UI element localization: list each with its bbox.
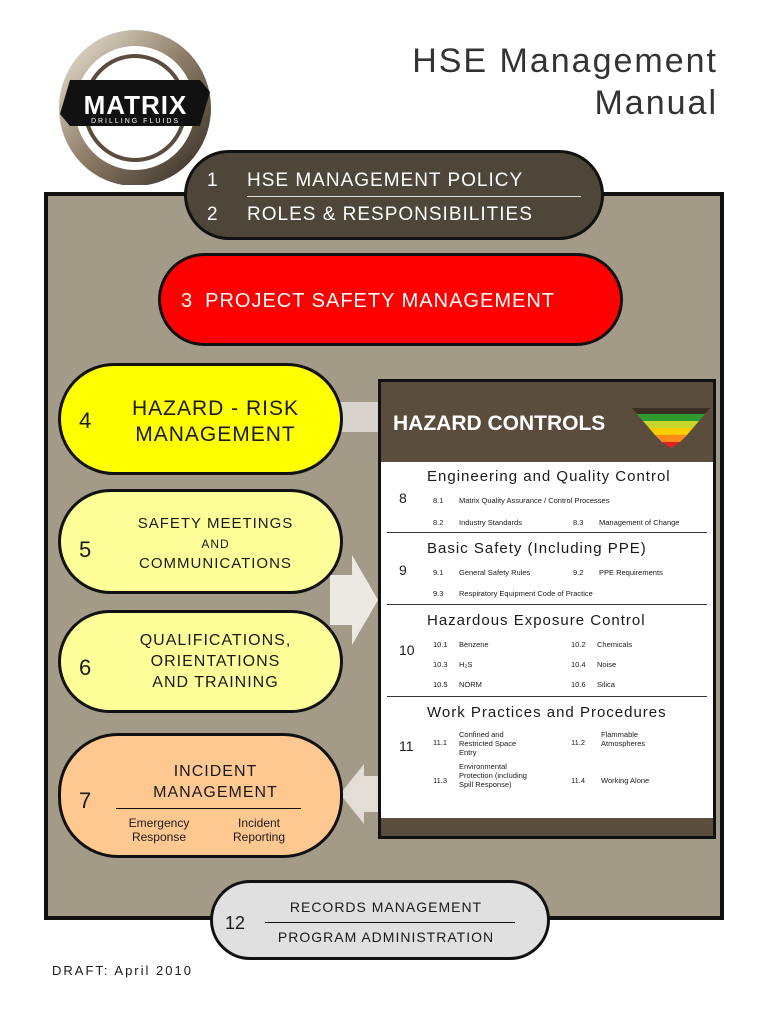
section-6-number: 6 [79, 655, 92, 680]
title-line-1: HSE Management [412, 42, 718, 80]
section-9-number: 9 [399, 562, 407, 578]
section-5-number: 5 [79, 537, 92, 562]
section-11-number: 11 [399, 738, 414, 754]
item-text: Benzene [459, 640, 489, 649]
section-10-number: 10 [399, 642, 415, 658]
item-number: 8.1 [433, 496, 444, 505]
hazard-controls-panel [378, 379, 716, 839]
section-11[interactable] [381, 698, 713, 808]
item-number: 9.3 [433, 589, 444, 598]
item-text: Silica [597, 680, 615, 689]
section-11-title: Work Practices and Procedures [427, 704, 667, 721]
item-text: Working Alone [601, 776, 650, 785]
divider [387, 604, 707, 605]
company-logo [50, 30, 220, 185]
section-7-line-2: MANAGEMENT [153, 784, 278, 801]
item-text: Flammable Atmospheres [601, 730, 646, 748]
divider [265, 922, 515, 923]
section-4-pill[interactable] [58, 363, 343, 475]
section-4-number: 4 [79, 408, 92, 433]
policy-roles-pill [184, 150, 604, 240]
section-5-line-2: AND [201, 537, 230, 551]
section-10[interactable] [381, 606, 713, 698]
section-4-line-1: HAZARD - RISK [131, 397, 299, 420]
section-4-line-2: MANAGEMENT [135, 423, 296, 446]
item-text: NORM [459, 680, 482, 689]
incident-reporting[interactable]: Incident Reporting [232, 816, 286, 844]
item-number: 10.2 [571, 640, 586, 649]
item-text: PPE Requirements [599, 568, 663, 577]
item-number: 11.2 [571, 738, 586, 747]
section-6-line-2: ORIENTATIONS [150, 653, 281, 670]
section-6-line-1: QUALIFICATIONS, [139, 632, 292, 649]
item-text: Matrix Quality Assurance / Control Processes [459, 496, 610, 505]
arrow-right-icon [330, 555, 380, 645]
item-text: Noise [597, 660, 617, 669]
section-1-label: HSE MANAGEMENT POLICY [247, 170, 524, 191]
divider [247, 196, 581, 197]
item-text: H₂S [459, 660, 473, 669]
section-8[interactable] [381, 462, 713, 534]
divider [387, 696, 707, 697]
section-2-label: ROLES & RESPONSIBILITIES [247, 204, 533, 225]
document-title [412, 40, 718, 124]
item-number: 10.6 [571, 680, 586, 689]
section-12-pill[interactable] [210, 880, 550, 960]
section-3-label: PROJECT SAFETY MANAGEMENT [205, 290, 555, 312]
item-text: Management of Change [599, 518, 680, 527]
section-7-line-1: INCIDENT [173, 763, 258, 780]
hierarchy-pyramid-icon [631, 404, 711, 450]
program-administration[interactable]: PROGRAM ADMINISTRATION [277, 929, 495, 945]
section-7-pill[interactable] [58, 733, 343, 858]
divider [387, 532, 707, 533]
section-1-number: 1 [207, 170, 219, 191]
item-number: 8.3 [573, 518, 584, 527]
section-3-pill[interactable] [158, 253, 623, 346]
item-text: Confined and Restricted Space Entry [459, 730, 517, 757]
item-text: Chemicals [597, 640, 633, 649]
section-9-title: Basic Safety (Including PPE) [427, 540, 647, 557]
section-2[interactable] [207, 204, 533, 226]
item-number: 10.3 [433, 660, 448, 669]
item-text: Environmental Protection (including Spill Response) [459, 762, 527, 789]
section-5-pill[interactable] [58, 489, 343, 594]
section-5-line-3: COMMUNICATIONS [139, 555, 292, 572]
logo-name: MATRIX [83, 90, 188, 120]
item-number: 9.1 [433, 568, 444, 577]
item-number: 11.4 [571, 776, 586, 785]
divider [116, 808, 301, 809]
section-8-number: 8 [399, 490, 407, 506]
section-12-number: 12 [225, 913, 246, 933]
section-6-pill[interactable] [58, 610, 343, 713]
item-number: 10.1 [433, 640, 448, 649]
item-text: Industry Standards [459, 518, 522, 527]
hazard-controls-body [381, 462, 713, 818]
logo-tagline: DRILLING FLUIDS [90, 118, 181, 125]
section-5-line-1: SAFETY MEETINGS [137, 515, 294, 532]
item-text: Respiratory Equipment Code of Practice [459, 589, 593, 598]
section-3-number: 3 [181, 290, 194, 312]
item-number: 8.2 [433, 518, 444, 527]
item-number: 11.3 [433, 776, 448, 785]
section-1[interactable] [207, 170, 523, 192]
section-9[interactable] [381, 534, 713, 606]
item-number: 11.1 [433, 738, 448, 747]
hazard-controls-header [381, 382, 713, 462]
section-10-title: Hazardous Exposure Control [427, 612, 646, 629]
item-number: 9.2 [573, 568, 584, 577]
item-number: 10.5 [433, 680, 448, 689]
item-number: 10.4 [571, 660, 586, 669]
section-8-title: Engineering and Quality Control [427, 468, 671, 485]
section-7-number: 7 [79, 788, 92, 813]
section-2-number: 2 [207, 204, 219, 225]
hazard-controls-title: HAZARD CONTROLS [393, 412, 606, 435]
records-management[interactable]: RECORDS MANAGEMENT [289, 899, 483, 915]
item-text: General Safety Rules [459, 568, 531, 577]
title-line-2: Manual [594, 84, 718, 122]
section-6-line-3: AND TRAINING [152, 674, 279, 691]
emergency-response[interactable]: Emergency Response [128, 816, 190, 844]
draft-note: DRAFT: April 2010 [52, 963, 193, 978]
